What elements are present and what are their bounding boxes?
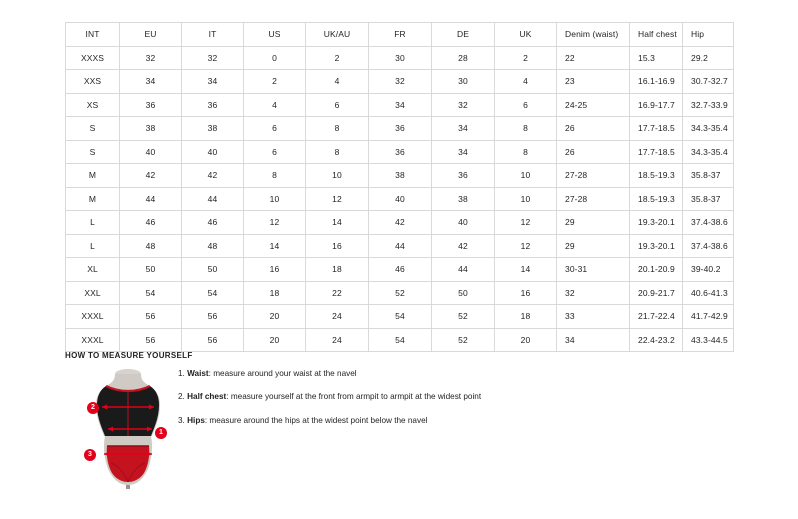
cell-fr: 34 bbox=[369, 93, 432, 117]
cell-uk: 20 bbox=[495, 328, 557, 352]
cell-de: 32 bbox=[432, 93, 495, 117]
cell-uk: 16 bbox=[495, 281, 557, 305]
cell-fr: 46 bbox=[369, 258, 432, 282]
cell-uk: 6 bbox=[495, 93, 557, 117]
table-row bbox=[66, 46, 734, 70]
cell-ukau: 2 bbox=[306, 46, 369, 70]
size-conversion-table bbox=[65, 22, 734, 352]
cell-hip: 29.2 bbox=[683, 46, 734, 70]
cell-eu: 50 bbox=[120, 258, 182, 282]
cell-it: 56 bbox=[182, 305, 244, 329]
cell-fr: 38 bbox=[369, 164, 432, 188]
cell-denim-waist: 34 bbox=[557, 328, 630, 352]
cell-de: 52 bbox=[432, 305, 495, 329]
cell-uk: 8 bbox=[495, 117, 557, 141]
cell-hip: 40.6-41.3 bbox=[683, 281, 734, 305]
cell-us: 16 bbox=[244, 258, 306, 282]
instruction-text: : measure around your waist at the navel bbox=[208, 369, 357, 378]
cell-hip: 39-40.2 bbox=[683, 258, 734, 282]
cell-uk: 18 bbox=[495, 305, 557, 329]
cell-ukau: 24 bbox=[306, 328, 369, 352]
cell-int: XXXS bbox=[66, 46, 120, 70]
cell-uk: 2 bbox=[495, 46, 557, 70]
cell-it: 36 bbox=[182, 93, 244, 117]
cell-eu: 46 bbox=[120, 211, 182, 235]
cell-de: 30 bbox=[432, 70, 495, 94]
figure-badge-half-chest: 2 bbox=[87, 402, 99, 414]
cell-de: 50 bbox=[432, 281, 495, 305]
measure-instructions bbox=[178, 369, 598, 439]
cell-half-chest: 19.3-20.1 bbox=[630, 234, 683, 258]
cell-eu: 56 bbox=[120, 328, 182, 352]
instruction-number: 3. bbox=[178, 415, 185, 425]
column-header: INT bbox=[66, 23, 120, 47]
measurement-figure bbox=[82, 366, 177, 491]
cell-ukau: 24 bbox=[306, 305, 369, 329]
instruction-waist bbox=[178, 369, 598, 379]
figure-badge-hips: 3 bbox=[84, 449, 96, 461]
cell-fr: 36 bbox=[369, 140, 432, 164]
cell-eu: 56 bbox=[120, 305, 182, 329]
cell-it: 42 bbox=[182, 164, 244, 188]
cell-uk: 8 bbox=[495, 140, 557, 164]
table-row bbox=[66, 328, 734, 352]
figure-badge-waist: 1 bbox=[155, 427, 167, 439]
column-header: DE bbox=[432, 23, 495, 47]
cell-uk: 12 bbox=[495, 234, 557, 258]
cell-de: 42 bbox=[432, 234, 495, 258]
cell-ukau: 22 bbox=[306, 281, 369, 305]
cell-half-chest: 17.7-18.5 bbox=[630, 117, 683, 141]
instruction-term: Waist bbox=[187, 369, 209, 378]
cell-fr: 54 bbox=[369, 305, 432, 329]
cell-int: S bbox=[66, 117, 120, 141]
cell-denim-waist: 27-28 bbox=[557, 164, 630, 188]
table-header-row bbox=[66, 23, 734, 47]
cell-uk: 10 bbox=[495, 164, 557, 188]
cell-denim-waist: 29 bbox=[557, 234, 630, 258]
cell-fr: 54 bbox=[369, 328, 432, 352]
how-to-measure-title: HOW TO MEASURE YOURSELF bbox=[65, 351, 193, 360]
cell-half-chest: 16.9-17.7 bbox=[630, 93, 683, 117]
cell-eu: 44 bbox=[120, 187, 182, 211]
cell-us: 14 bbox=[244, 234, 306, 258]
cell-eu: 48 bbox=[120, 234, 182, 258]
cell-half-chest: 19.3-20.1 bbox=[630, 211, 683, 235]
cell-fr: 42 bbox=[369, 211, 432, 235]
cell-ukau: 12 bbox=[306, 187, 369, 211]
table-row bbox=[66, 187, 734, 211]
instruction-text: : measure yourself at the front from armpit to armpit at the widest point bbox=[226, 392, 482, 402]
cell-denim-waist: 23 bbox=[557, 70, 630, 94]
cell-hip: 34.3-35.4 bbox=[683, 117, 734, 141]
cell-int: XXXL bbox=[66, 328, 120, 352]
cell-de: 44 bbox=[432, 258, 495, 282]
cell-ukau: 8 bbox=[306, 117, 369, 141]
cell-hip: 37.4-38.6 bbox=[683, 234, 734, 258]
cell-us: 10 bbox=[244, 187, 306, 211]
cell-ukau: 18 bbox=[306, 258, 369, 282]
column-header: US bbox=[244, 23, 306, 47]
column-header: IT bbox=[182, 23, 244, 47]
cell-uk: 10 bbox=[495, 187, 557, 211]
cell-hip: 43.3-44.5 bbox=[683, 328, 734, 352]
cell-int: M bbox=[66, 187, 120, 211]
cell-int: XXXL bbox=[66, 305, 120, 329]
table-row bbox=[66, 93, 734, 117]
cell-eu: 36 bbox=[120, 93, 182, 117]
cell-uk: 4 bbox=[495, 70, 557, 94]
cell-int: XS bbox=[66, 93, 120, 117]
table-row bbox=[66, 305, 734, 329]
cell-us: 12 bbox=[244, 211, 306, 235]
cell-it: 46 bbox=[182, 211, 244, 235]
cell-fr: 30 bbox=[369, 46, 432, 70]
instruction-half-chest bbox=[178, 392, 598, 402]
cell-int: S bbox=[66, 140, 120, 164]
cell-eu: 54 bbox=[120, 281, 182, 305]
column-header: FR bbox=[369, 23, 432, 47]
cell-de: 36 bbox=[432, 164, 495, 188]
cell-us: 20 bbox=[244, 328, 306, 352]
cell-denim-waist: 27-28 bbox=[557, 187, 630, 211]
cell-ukau: 14 bbox=[306, 211, 369, 235]
cell-uk: 12 bbox=[495, 211, 557, 235]
cell-half-chest: 20.9-21.7 bbox=[630, 281, 683, 305]
cell-eu: 40 bbox=[120, 140, 182, 164]
table-row bbox=[66, 211, 734, 235]
cell-de: 28 bbox=[432, 46, 495, 70]
cell-eu: 32 bbox=[120, 46, 182, 70]
cell-int: M bbox=[66, 164, 120, 188]
cell-ukau: 6 bbox=[306, 93, 369, 117]
cell-half-chest: 20.1-20.9 bbox=[630, 258, 683, 282]
cell-it: 48 bbox=[182, 234, 244, 258]
cell-fr: 36 bbox=[369, 117, 432, 141]
cell-it: 34 bbox=[182, 70, 244, 94]
cell-denim-waist: 26 bbox=[557, 140, 630, 164]
cell-us: 20 bbox=[244, 305, 306, 329]
cell-hip: 35.8-37 bbox=[683, 187, 734, 211]
cell-de: 40 bbox=[432, 211, 495, 235]
cell-de: 38 bbox=[432, 187, 495, 211]
cell-eu: 34 bbox=[120, 70, 182, 94]
cell-us: 4 bbox=[244, 93, 306, 117]
instruction-hips bbox=[178, 416, 598, 426]
instruction-term: Hips bbox=[187, 415, 205, 425]
cell-us: 0 bbox=[244, 46, 306, 70]
instruction-number: 2. bbox=[178, 392, 185, 402]
cell-denim-waist: 24-25 bbox=[557, 93, 630, 117]
cell-eu: 38 bbox=[120, 117, 182, 141]
cell-denim-waist: 33 bbox=[557, 305, 630, 329]
cell-us: 6 bbox=[244, 117, 306, 141]
cell-ukau: 4 bbox=[306, 70, 369, 94]
cell-eu: 42 bbox=[120, 164, 182, 188]
cell-fr: 44 bbox=[369, 234, 432, 258]
cell-half-chest: 16.1-16.9 bbox=[630, 70, 683, 94]
cell-it: 56 bbox=[182, 328, 244, 352]
instruction-text: : measure around the hips at the widest point below the navel bbox=[204, 415, 428, 425]
cell-us: 18 bbox=[244, 281, 306, 305]
cell-de: 52 bbox=[432, 328, 495, 352]
table-row bbox=[66, 164, 734, 188]
cell-ukau: 8 bbox=[306, 140, 369, 164]
instruction-number: 1. bbox=[178, 369, 185, 378]
column-header: UK bbox=[495, 23, 557, 47]
cell-us: 2 bbox=[244, 70, 306, 94]
table-row bbox=[66, 281, 734, 305]
column-header: Half chest bbox=[630, 23, 683, 47]
cell-hip: 35.8-37 bbox=[683, 164, 734, 188]
table-row bbox=[66, 258, 734, 282]
cell-denim-waist: 30-31 bbox=[557, 258, 630, 282]
cell-half-chest: 21.7-22.4 bbox=[630, 305, 683, 329]
cell-de: 34 bbox=[432, 140, 495, 164]
cell-half-chest: 17.7-18.5 bbox=[630, 140, 683, 164]
table-row bbox=[66, 117, 734, 141]
cell-it: 38 bbox=[182, 117, 244, 141]
column-header: EU bbox=[120, 23, 182, 47]
cell-it: 50 bbox=[182, 258, 244, 282]
column-header: Hip bbox=[683, 23, 734, 47]
column-header: Denim (waist) bbox=[557, 23, 630, 47]
cell-hip: 41.7-42.9 bbox=[683, 305, 734, 329]
cell-it: 44 bbox=[182, 187, 244, 211]
cell-us: 8 bbox=[244, 164, 306, 188]
cell-it: 54 bbox=[182, 281, 244, 305]
cell-it: 40 bbox=[182, 140, 244, 164]
cell-ukau: 10 bbox=[306, 164, 369, 188]
cell-denim-waist: 29 bbox=[557, 211, 630, 235]
cell-int: L bbox=[66, 211, 120, 235]
column-header: UK/AU bbox=[306, 23, 369, 47]
cell-int: XXS bbox=[66, 70, 120, 94]
cell-ukau: 16 bbox=[306, 234, 369, 258]
table-row bbox=[66, 70, 734, 94]
cell-half-chest: 22.4-23.2 bbox=[630, 328, 683, 352]
cell-de: 34 bbox=[432, 117, 495, 141]
cell-hip: 32.7-33.9 bbox=[683, 93, 734, 117]
cell-fr: 52 bbox=[369, 281, 432, 305]
cell-int: XL bbox=[66, 258, 120, 282]
cell-int: L bbox=[66, 234, 120, 258]
cell-half-chest: 15.3 bbox=[630, 46, 683, 70]
cell-us: 6 bbox=[244, 140, 306, 164]
cell-hip: 37.4-38.6 bbox=[683, 211, 734, 235]
cell-uk: 14 bbox=[495, 258, 557, 282]
cell-denim-waist: 32 bbox=[557, 281, 630, 305]
cell-half-chest: 18.5-19.3 bbox=[630, 187, 683, 211]
table-row bbox=[66, 140, 734, 164]
cell-hip: 34.3-35.4 bbox=[683, 140, 734, 164]
cell-hip: 30.7-32.7 bbox=[683, 70, 734, 94]
cell-it: 32 bbox=[182, 46, 244, 70]
cell-denim-waist: 26 bbox=[557, 117, 630, 141]
cell-fr: 40 bbox=[369, 187, 432, 211]
cell-half-chest: 18.5-19.3 bbox=[630, 164, 683, 188]
instruction-term: Half chest bbox=[187, 392, 227, 402]
cell-int: XXL bbox=[66, 281, 120, 305]
cell-denim-waist: 22 bbox=[557, 46, 630, 70]
cell-fr: 32 bbox=[369, 70, 432, 94]
table-row bbox=[66, 234, 734, 258]
